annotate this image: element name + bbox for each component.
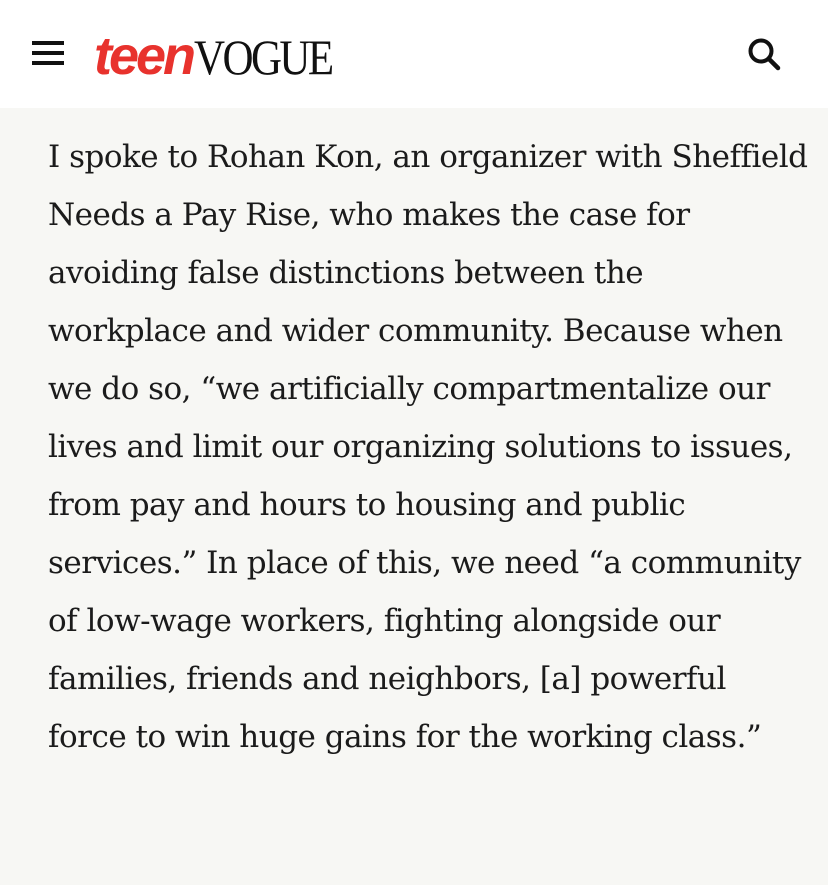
hamburger-menu-icon[interactable] [30,37,66,69]
site-logo[interactable] [94,26,354,86]
search-icon-graphic [745,35,783,73]
article-paragraph: I spoke to Rohan Kon, an organizer with Sheffield Needs a Pay Rise, who makes the case for avoiding false distinctions between the workplace and wider community. Because when we do so, “we artificially compartmentalize our lives and limit our organizing solutions to issues, from pay and hours to housing and public services.” In place of this, we need “a community of low-wage workers, fighting alongside our families, friends and neighbors, [a] powerful force to win huge gains for the working class.” [48,139,808,755]
menu-bar-middle [32,51,64,55]
logo-vogue-text: VOGUE [194,29,332,85]
menu-bar-bottom [32,61,64,65]
menu-bar-top [32,41,64,45]
search-icon[interactable] [745,35,783,73]
site-header [0,0,828,108]
logo-teen-text: teen [94,26,194,86]
